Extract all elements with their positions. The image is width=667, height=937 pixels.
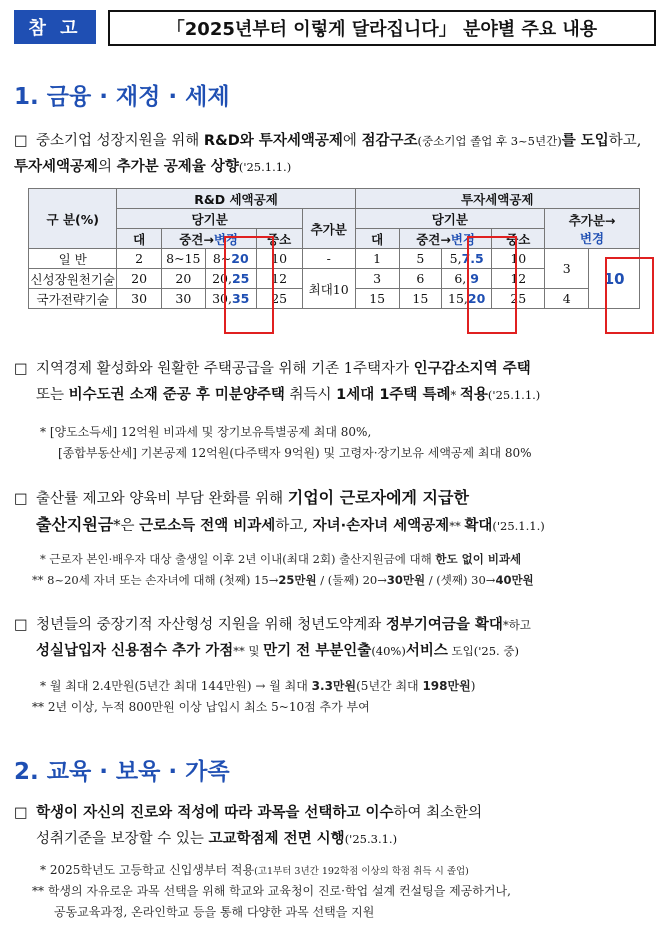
cell: 20 [117, 269, 161, 289]
header-investment: 투자세액공제 [355, 189, 639, 209]
header-current-rnd: 당기분 [117, 209, 302, 229]
text: ) [470, 679, 476, 693]
text: / (셋째) 30→ [425, 573, 496, 587]
paragraph-childbirth [14, 485, 654, 539]
cell: 12 [256, 269, 302, 289]
cell: 1 [355, 249, 399, 269]
footnote [40, 860, 469, 882]
text-change: 20 [467, 291, 486, 306]
text-bold: 비수도권 소재 준공 후 미분양주택 [68, 387, 285, 403]
cell: 30 [117, 289, 161, 309]
text-bold: 3.3만원 [311, 679, 357, 693]
text: ** 8~20세 자녀 또는 손자녀에 대해 (첫째) 15→ [32, 573, 279, 587]
row-label: 신성장원천기술 [29, 269, 117, 289]
paragraph-youth [14, 612, 654, 664]
checkbox-icon: □ [14, 617, 28, 633]
text: 중견→ [416, 231, 451, 247]
text-small: ('25.1.1.) [487, 388, 541, 402]
text-small: (40%) [371, 644, 406, 658]
cell-changed [205, 269, 256, 289]
text: 15, [448, 291, 468, 306]
text-small: (중소기업 졸업 후 3~5년간) [417, 134, 562, 148]
cell: 5 [399, 249, 441, 269]
text: 중소기업 성장지원을 위해 [36, 133, 204, 149]
text-bold: 1세대 1주택 특례 [336, 387, 451, 403]
text: 30, [212, 291, 232, 306]
footnote: ** 2년 이상, 누적 800만원 이상 납입시 최소 5~10점 추가 부여 [32, 700, 370, 714]
text-bold: 정부기여금을 확대 [385, 617, 503, 633]
text-bold: R&D와 투자세액공제 [203, 133, 343, 149]
cell-changed: 10 [589, 249, 640, 309]
cell: 4 [545, 289, 589, 309]
text-change: 변경 [450, 231, 475, 247]
text-change: 변경 [213, 231, 238, 247]
footnote: * [양도소득세] 12억원 비과세 및 장기보유특별공제 최대 80%, [40, 425, 372, 439]
text-change: 7.5 [461, 251, 484, 266]
text-change: 9 [470, 271, 479, 286]
text: 하고, [275, 518, 313, 534]
text: 취득시 [284, 387, 337, 403]
text-small: ('25.1.1.) [238, 160, 292, 174]
text-bold: 40만원 [495, 573, 534, 587]
text: 6, [454, 271, 471, 286]
text: (5년간 최대 [356, 679, 423, 693]
text-bold: 30만원 [386, 573, 426, 587]
text: 중견→ [179, 231, 214, 247]
text-bold: 를 도입 [561, 133, 609, 149]
reference-badge: 참 고 [14, 10, 96, 44]
text-bold: 근로소득 전액 비과세 [139, 518, 276, 534]
text: * 월 최대 2.4만원(5년간 최대 144만원) → 월 최대 [40, 679, 312, 693]
text-bold: 만기 전 부분인출 [263, 643, 372, 659]
section-title-finance: 1. 금융 · 재정 · 세제 [14, 84, 230, 110]
text: 청년들의 중장기적 자산형성 지원을 위해 청년도약계좌 [36, 617, 386, 633]
header-rnd: R&D 세액공제 [117, 189, 355, 209]
text-bold: 점감구조 [361, 133, 418, 149]
text: 20, [212, 271, 232, 286]
footnote [32, 570, 534, 590]
cell-changed [441, 289, 492, 309]
footnote: 공동교육과정, 온라인학교 등을 통해 다양한 과목 선택을 지원 [54, 905, 375, 919]
text: 에 [342, 133, 362, 149]
cell: 3 [545, 249, 589, 289]
text-bold: 적용 [459, 387, 488, 403]
text: 출산률 제고와 양육비 부담 완화를 위해 [36, 491, 288, 507]
cell: 2 [117, 249, 161, 269]
header-current-inv: 당기분 [355, 209, 545, 229]
row-label: 일 반 [29, 249, 117, 269]
text-change: 25 [231, 271, 250, 286]
text: 하여 최소한의 [393, 805, 483, 821]
footnote [40, 676, 475, 696]
section-title-education: 2. 교육 · 보육 · 가족 [14, 759, 230, 785]
text-bold: 한도 없이 비과세 [435, 552, 522, 566]
paragraph-credit-system [14, 800, 654, 852]
cell: 6 [399, 269, 441, 289]
document-title: 「2025년부터 이렇게 달라집니다」 분야별 주요 내용 [108, 10, 656, 46]
text: 성취기준을 보장할 수 있는 [36, 831, 209, 847]
text-small: * [450, 388, 460, 402]
text: 8~ [212, 251, 232, 266]
header-midsize [161, 229, 256, 249]
paragraph-rnd [14, 128, 654, 180]
text-bold: 서비스 [405, 643, 448, 659]
text-change: 35 [231, 291, 250, 306]
cell: 12 [492, 269, 545, 289]
text-bold: 198만원 [422, 679, 471, 693]
cell: 최대10 [302, 269, 355, 309]
text-bold: 인구감소지역 주택 [413, 361, 531, 377]
text-small: ('25.1.1.) [492, 519, 545, 533]
text-bold: 자녀·손자녀 세액공제 [312, 518, 450, 534]
checkbox-icon: □ [14, 491, 28, 507]
text: * 2025학년도 고등학교 신입생부터 적용 [40, 863, 255, 877]
cell: 3 [355, 269, 399, 289]
checkbox-icon: □ [14, 361, 28, 377]
cell: 25 [492, 289, 545, 309]
header-sme: 중소 [256, 229, 302, 249]
cell: 20 [161, 269, 205, 289]
text: 의 [98, 159, 117, 175]
cell-changed [205, 289, 256, 309]
footnote: ** 학생의 자유로운 과목 선택을 위해 학교와 교육청이 진로·학업 설계 컨설팅을 제공하거나, [32, 884, 511, 898]
text-small: (고1부터 3년간 192학점 이상의 학점 취득 시 졸업) [254, 866, 469, 877]
text-small: ('25.3.1.) [344, 832, 398, 846]
text-change: 20 [231, 251, 249, 266]
cell: 8~15 [161, 249, 205, 269]
text-bold: 출산지원금 [36, 515, 114, 534]
checkbox-icon: □ [14, 133, 28, 149]
row-label: 국가전략기술 [29, 289, 117, 309]
text-bold: 성실납입자 신용점수 추가 가점 [36, 643, 234, 659]
footnote: [종합부동산세] 기본공제 12억원(다주택자 9억원) 및 고령자·장기보유 세액공제 최대 80% [58, 446, 532, 460]
header-additional-rnd: 추가분 [302, 209, 355, 249]
header-sme-inv: 중소 [492, 229, 545, 249]
text: 하고, [608, 133, 642, 149]
cell-changed [441, 249, 492, 269]
cell: 30 [161, 289, 205, 309]
text: * 근로자 본인·배우자 대상 출생일 이후 2년 이내(최대 2회) 출산지원금에 대해 [40, 552, 436, 566]
checkbox-icon: □ [14, 805, 28, 821]
cell: 10 [256, 249, 302, 269]
footnote [40, 549, 521, 569]
text-small: ** [449, 519, 465, 533]
text-small: 도입('25. 중) [447, 644, 519, 658]
cell: - [302, 249, 355, 269]
text-bold: 학생이 자신의 진로와 적성에 따라 과목을 선택하고 이수 [36, 805, 394, 821]
text-bold: 25만원 [278, 573, 317, 587]
text: 지역경제 활성화와 원활한 주택공급을 위해 기존 1주택자가 [36, 361, 414, 377]
paragraph-housing [14, 356, 654, 408]
header-large: 대 [117, 229, 161, 249]
text-bold: 추가분 공제율 상향 [116, 159, 239, 175]
text: / (둘째) 20→ [316, 573, 387, 587]
cell-changed [205, 249, 256, 269]
text: 5, [449, 251, 462, 266]
text: *은 [113, 518, 140, 534]
cell: 15 [399, 289, 441, 309]
tax-credit-table [28, 188, 640, 309]
text: 추가분→ [568, 212, 616, 228]
text-change: 변경 [579, 230, 605, 246]
header-large-inv: 대 [355, 229, 399, 249]
text-bold: 기업이 근로자에게 지급한 [287, 488, 469, 507]
header-additional-inv [545, 209, 640, 249]
cell: 10 [492, 249, 545, 269]
cell: 25 [256, 289, 302, 309]
text-small: ** 및 [233, 644, 264, 658]
header-midsize-inv [399, 229, 492, 249]
text: 또는 [36, 387, 69, 403]
cell-changed [441, 269, 492, 289]
text-bold: 투자세액공제 [14, 159, 99, 175]
table-row [29, 249, 640, 269]
text-small: *하고 [502, 618, 531, 632]
header [14, 10, 654, 46]
cell: 15 [355, 289, 399, 309]
header-category: 구 분(%) [29, 189, 117, 249]
text-bold: 확대 [464, 518, 493, 534]
text-bold: 고교학점제 전면 시행 [208, 831, 345, 847]
